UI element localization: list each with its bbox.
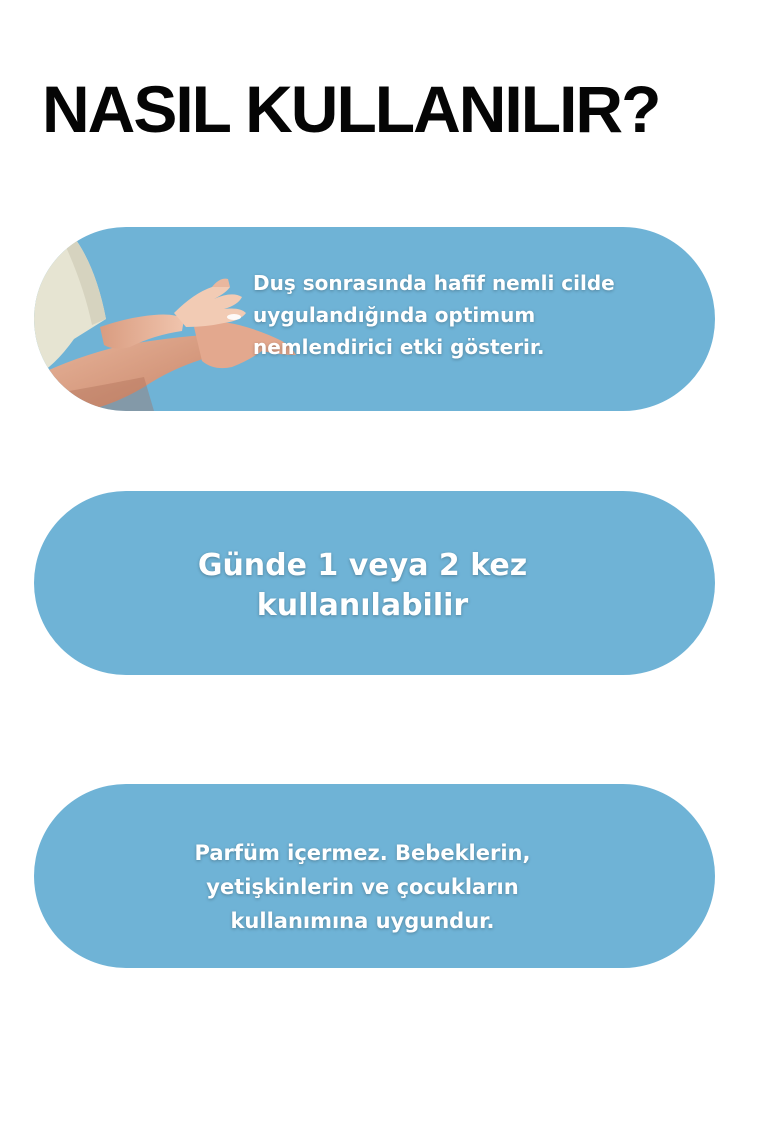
card-text: Günde 1 veya 2 kez kullanılabilir	[197, 548, 528, 623]
usage-card-frequency	[34, 491, 715, 675]
card-text: Parfüm içermez. Bebeklerin, yetişkinlerin ve çocukların kullanımına uygundur.	[194, 841, 531, 933]
usage-card-fragrance-free	[34, 784, 715, 968]
usage-card-after-shower	[34, 227, 715, 411]
page-title: NASIL KULLANILIR?	[42, 72, 660, 146]
card-text: Duş sonrasında hafif nemli cilde uygulandığında optimum nemlendirici etki gösterir.	[253, 271, 615, 359]
